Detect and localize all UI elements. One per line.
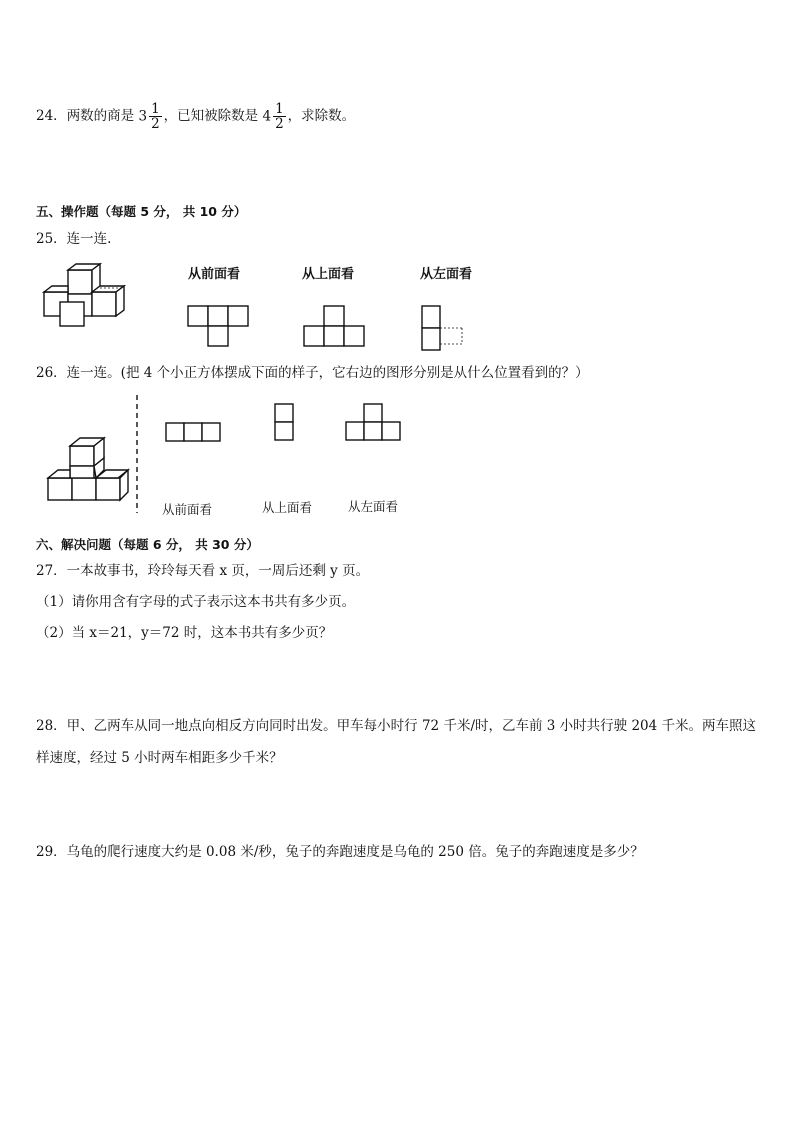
fraction	[149, 102, 162, 131]
view-shape-t	[186, 304, 256, 349]
numerator: 1	[151, 101, 160, 117]
question-27-part-2: （2）当 x＝21，y＝72 时，这本书共有多少页？	[36, 625, 333, 641]
question-26: 26．连一连。(把 4 个小正方体摆成下面的样子，它右边的图形分别是从什么位置看到的？）	[36, 365, 589, 381]
cube-stack-figure-25	[40, 262, 140, 342]
dashed-divider	[135, 395, 141, 513]
section-heading-5: 五、操作题（每题 5 分， 共 10 分）	[36, 204, 247, 219]
view-label-front: 从前面看	[188, 267, 241, 282]
fraction	[273, 102, 286, 131]
view-label-top: 从上面看	[302, 267, 355, 282]
question-29: 29．乌龟的爬行速度大约是 0.08 米/秒，兔子的奔跑速度是乌龟的 250 倍。兔子的奔跑速度是多少？	[36, 844, 644, 860]
section-heading-6: 六、解决问题（每题 6 分， 共 30 分）	[36, 537, 259, 552]
question-27-part-1: （1）请你用含有字母的式子表示这本书共有多少页。	[36, 594, 356, 610]
view-shape-column	[420, 304, 470, 354]
view-label-left: 从左面看	[420, 267, 473, 282]
view-shape-column-two	[274, 403, 298, 445]
denominator: 2	[275, 116, 284, 132]
cube-stack-figure-26	[44, 436, 139, 516]
mixed-number-whole: 3	[138, 108, 148, 125]
view-label-left: 从左面看	[348, 499, 399, 514]
question-text: ，已知被除数是	[163, 108, 259, 124]
question-text: 两数的商是	[66, 108, 135, 124]
mixed-number-whole: 4	[262, 108, 272, 125]
numerator: 1	[275, 101, 284, 117]
view-shape-inverted-t-small	[345, 403, 405, 445]
view-label-top: 从上面看	[262, 500, 313, 515]
denominator: 2	[151, 116, 160, 132]
question-25: 25．连一连.	[36, 231, 112, 247]
question-27: 27．一本故事书，玲玲每天看 x 页，一周后还剩 y 页。	[36, 563, 370, 579]
view-shape-inverted-t	[302, 304, 372, 349]
question-number: 24．	[36, 108, 67, 124]
question-28-line-2: 样速度，经过 5 小时两车相距多少千米？	[36, 750, 283, 766]
view-shape-row-three	[165, 422, 225, 444]
question-28-line-1: 28．甲、乙两车从同一地点向相反方向同时出发。甲车每小时行 72 千米/时，乙车前 3 小时共行驶 204 千米。两车照这	[36, 718, 757, 734]
question-24	[36, 102, 355, 131]
question-text: ，求除数。	[287, 108, 356, 124]
view-label-front: 从前面看	[162, 502, 213, 517]
